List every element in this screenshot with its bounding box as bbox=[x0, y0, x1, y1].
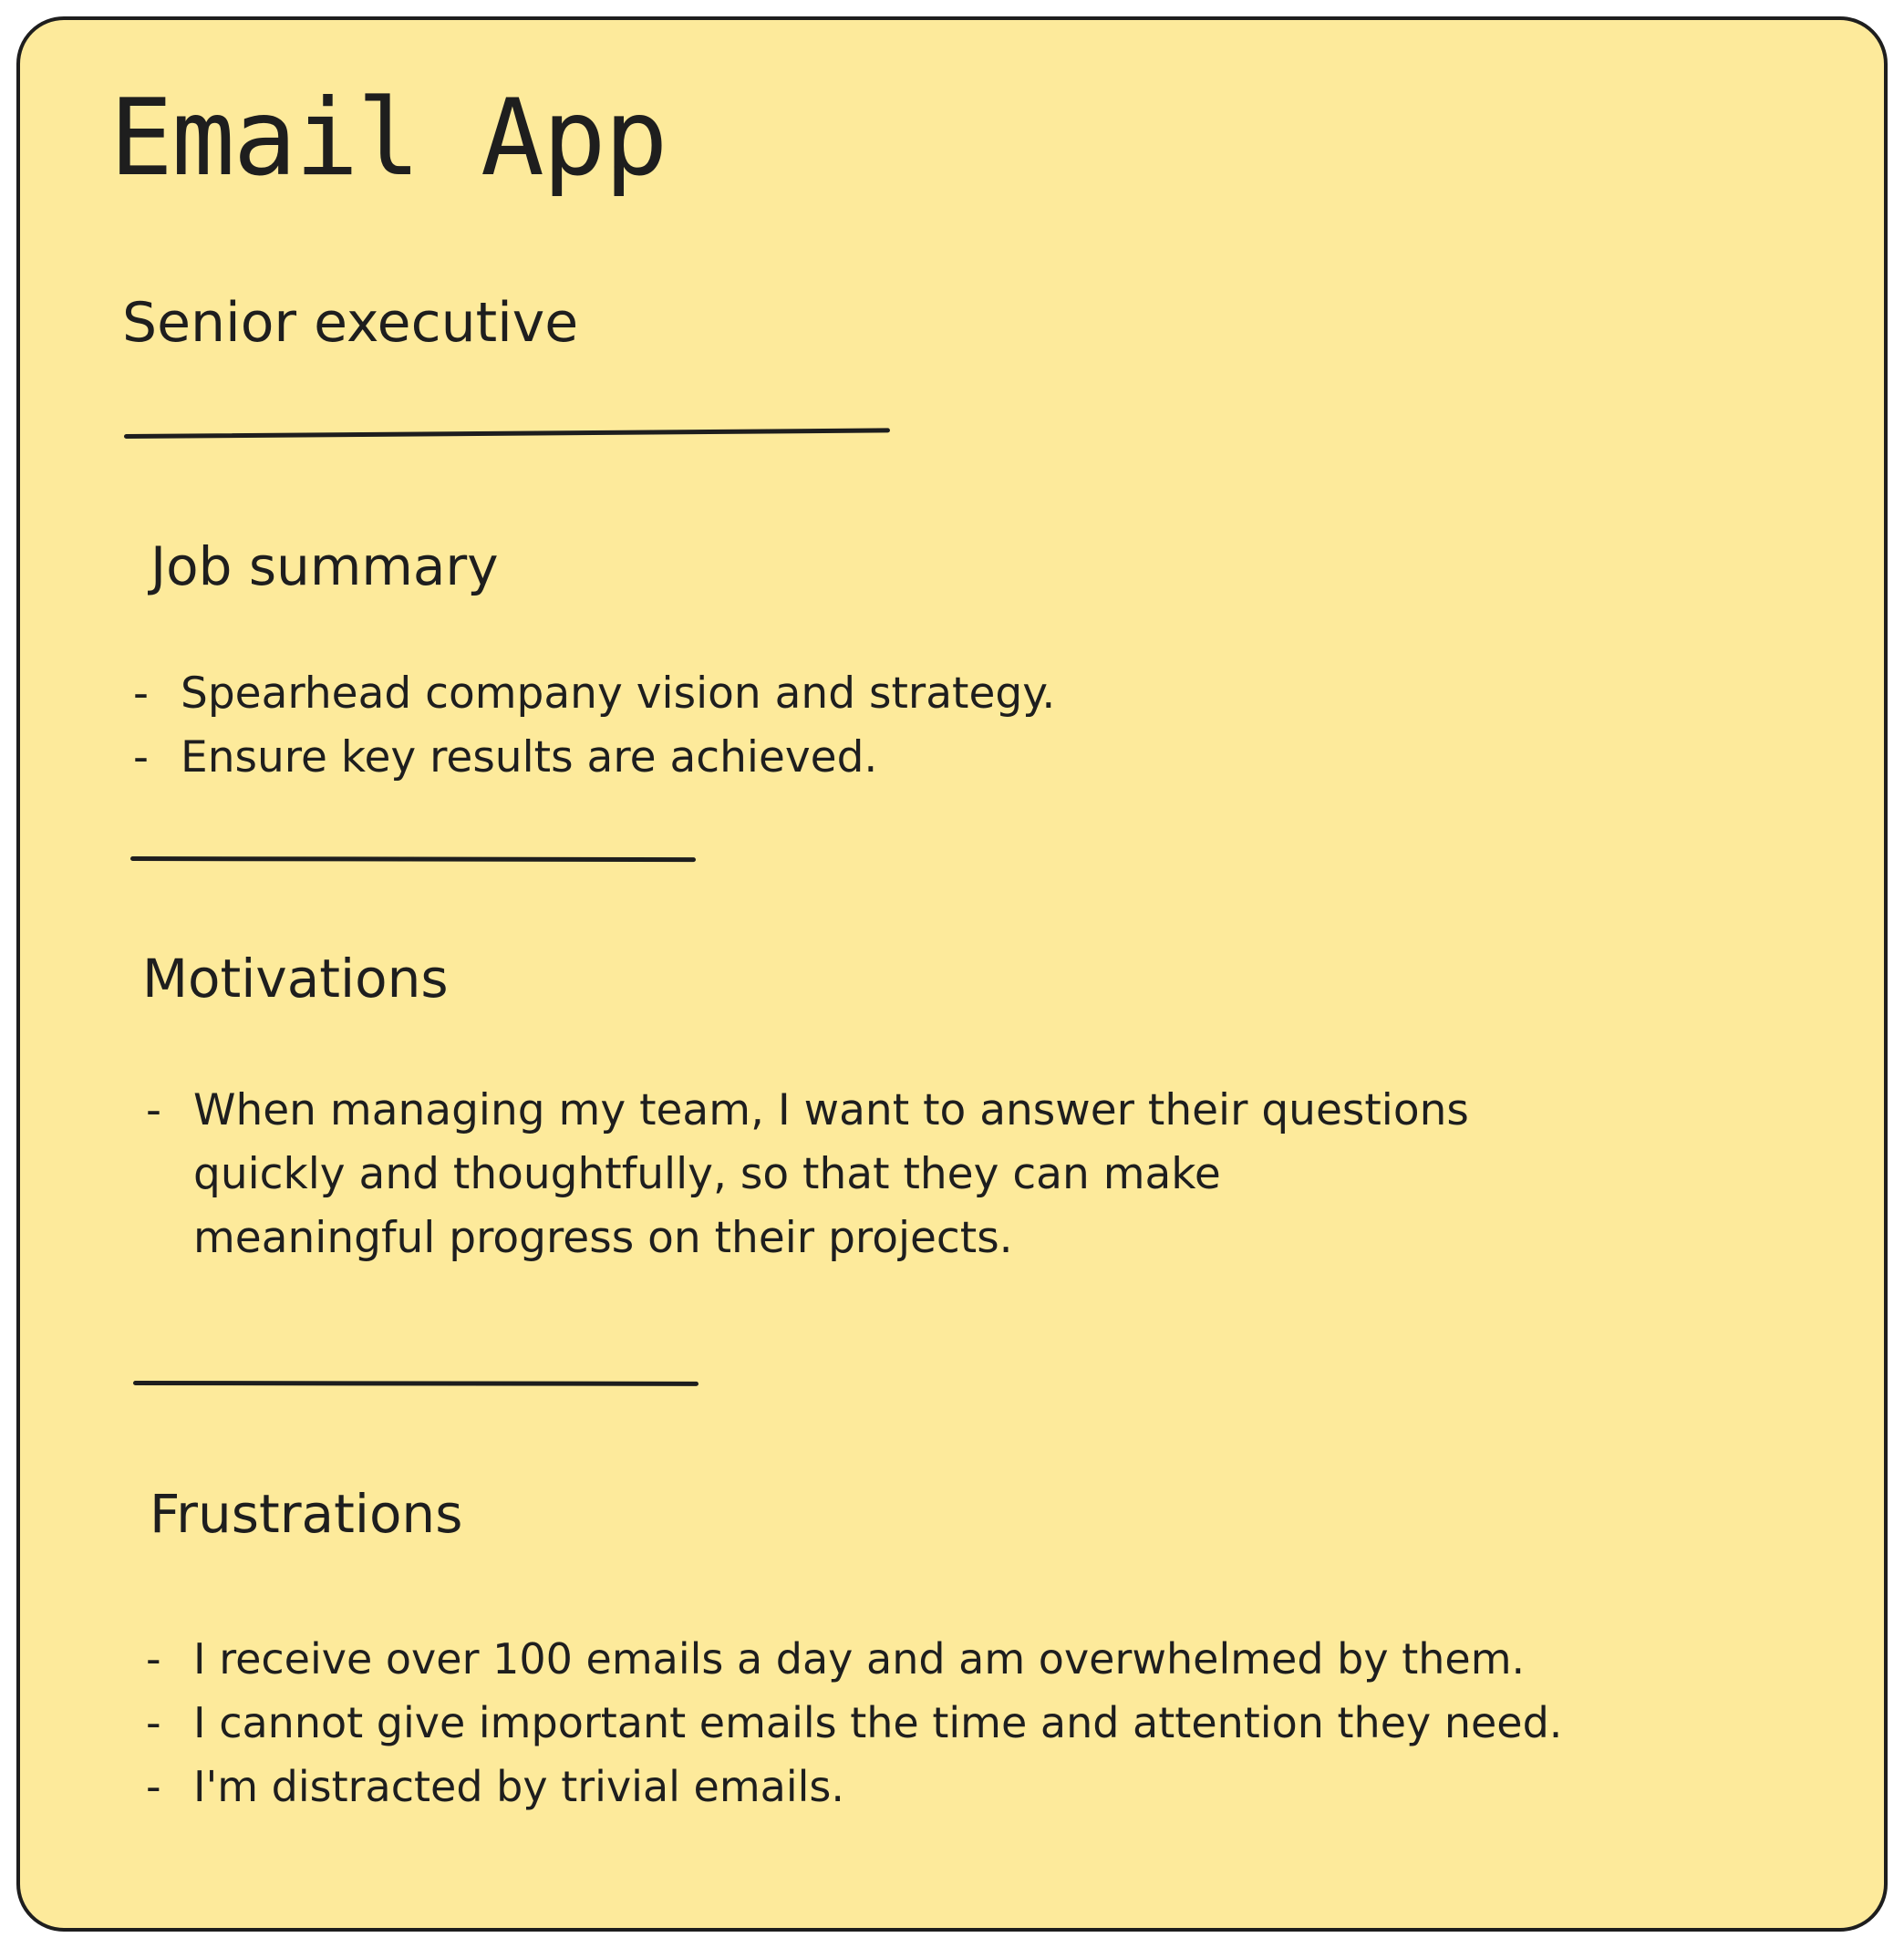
page-title: Email App bbox=[109, 77, 667, 200]
list-item bbox=[146, 1627, 1562, 1691]
list-item bbox=[146, 1755, 1562, 1818]
job-summary-item: Ensure key results are achieved. bbox=[181, 732, 878, 782]
list-item bbox=[133, 726, 1055, 790]
motivation-line: When managing my team, I want to answer their questions bbox=[193, 1085, 1469, 1135]
frustration-item: I cannot give important emails the time and attention they need. bbox=[193, 1698, 1563, 1747]
motivations-list bbox=[146, 1079, 1469, 1270]
motivations-divider bbox=[133, 1381, 698, 1386]
job-summary-item: Spearhead company vision and strategy. bbox=[181, 668, 1056, 719]
motivation-line: meaningful progress on their projects. bbox=[193, 1213, 1013, 1263]
persona-card bbox=[16, 16, 1888, 1932]
frustration-item: I receive over 100 emails a day and am overwhelmed by them. bbox=[193, 1634, 1526, 1684]
motivation-line: quickly and thoughtfully, so that they can make bbox=[193, 1149, 1221, 1199]
frustrations-heading: Frustrations bbox=[150, 1483, 463, 1545]
job-summary-heading: Job summary bbox=[150, 535, 499, 597]
bullet-dash: - bbox=[146, 1085, 161, 1135]
list-item bbox=[133, 662, 1055, 726]
motivations-heading: Motivations bbox=[142, 948, 449, 1010]
bullet-dash: - bbox=[146, 1634, 161, 1684]
bullet-dash: - bbox=[146, 1762, 161, 1811]
persona-role: Senior executive bbox=[122, 291, 579, 355]
frustration-item: I'm distracted by trivial emails. bbox=[193, 1762, 844, 1811]
job-summary-list bbox=[133, 662, 1055, 790]
bullet-dash: - bbox=[133, 732, 149, 782]
list-item bbox=[146, 1079, 1469, 1270]
job-summary-divider bbox=[130, 856, 696, 862]
list-item bbox=[146, 1691, 1562, 1755]
bullet-dash: - bbox=[133, 668, 149, 719]
role-divider bbox=[124, 428, 890, 439]
bullet-dash: - bbox=[146, 1698, 161, 1747]
frustrations-list bbox=[146, 1627, 1562, 1818]
